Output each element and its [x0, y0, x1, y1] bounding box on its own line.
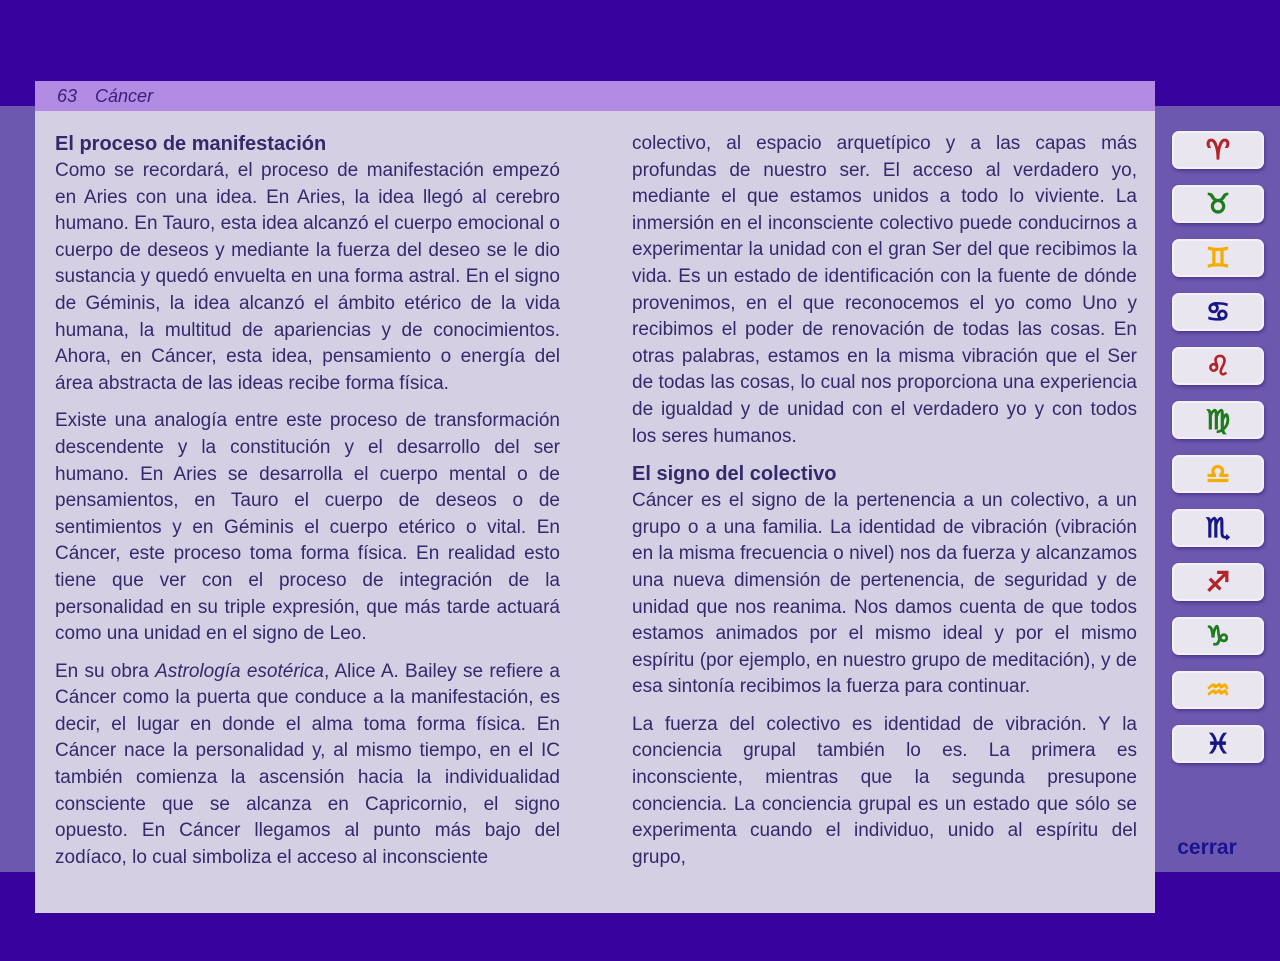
taurus-icon: ♉	[1205, 188, 1231, 220]
sidebar-item-geminis[interactable]	[1172, 239, 1264, 277]
sidebar-item-sagitario[interactable]	[1172, 563, 1264, 601]
sidebar-item-aries[interactable]	[1172, 131, 1264, 169]
aries-icon: ♈	[1205, 134, 1231, 166]
paragraph: Existe una analogía entre este proceso de transformación descendente y la constitución y el desarrollo del ser humano. En Aries se desarrolla el cuerpo mental o de pensamientos, en Tauro el cuerpo de deseos o de sentimientos y en Géminis el cuerpo etérico o vital. En Cáncer, este proceso toma forma física. En realidad esto tiene que ver con el proceso de integración de la personalidad en su triple expresión, que más tarde actuará como una unidad en el signo de Leo.	[55, 410, 560, 645]
sidebar-item-acuario[interactable]	[1172, 671, 1264, 709]
book-page	[35, 111, 1155, 913]
sidebar-item-cancer[interactable]	[1172, 293, 1264, 331]
paragraph: Como se recordará, el proceso de manifestación empezó en Aries con una idea. En Aries, la idea llegó al cerebro humano. En Tauro, esta idea alcanzó el cuerpo emocional o cuerpo de deseos y mediante la fuerza del deseo se le dio sustancia y quedó envuelta en una forma astral. En el signo de Géminis, la idea alcanzó el ámbito etérico de la vida humana, la multitud de apariencias y de conocimientos. Ahora, en Cáncer, esta idea, pensamiento o energía del área abstracta de las ideas recibe forma física.	[55, 160, 560, 394]
paragraph-text: , Alice A. Bailey se refiere a Cáncer como la puerta que conduce a la manifestación, es decir, el lugar en donde el alma toma forma física. En Cáncer nace la personalidad y, al mismo tiempo, en el IC también comienza la ascensión hacia la individualidad consciente que se alcanza en Capricornio, el signo opuesto. En Cáncer llegamos al punto más bajo del zodíaco, lo cual simboliza el acceso al inconsciente	[55, 660, 560, 868]
book-title-reference: Astrología esotérica	[155, 660, 324, 682]
gemini-icon: ♊	[1205, 242, 1231, 274]
paragraph: Cáncer es el signo de la pertenencia a un colectivo, a un grupo o a una familia. La identidad de vibración (vibración en la misma frecuencia o nivel) nos da fuerza y alcanzamos una nueva dimensión de pertenencia, de seguridad y de unidad que nos reanima. Nos damos cuenta de que todos estamos animados por el mismo ideal y por el mismo espíritu (por ejemplo, en nuestro grupo de meditación), y de esa sintonía recibimos la fuerza para continuar.	[632, 490, 1137, 698]
text-column-left	[55, 131, 560, 871]
sidebar-item-libra[interactable]	[1172, 455, 1264, 493]
virgo-icon: ♍	[1205, 404, 1231, 436]
pisces-icon: ♓	[1205, 728, 1231, 760]
capricorn-icon: ♑	[1205, 620, 1231, 652]
paragraph-text: En su obra	[55, 660, 156, 682]
sagittarius-icon: ♐	[1205, 566, 1231, 598]
page-title: Cáncer	[95, 85, 154, 106]
libra-icon: ♎	[1205, 458, 1231, 490]
paragraph: La fuerza del colectivo es identidad de vibración. Y la conciencia grupal también lo es. La primera es inconsciente, mientras que la segunda presupone conciencia. La conciencia grupal es un estado que sólo se experimenta cuando el individuo, unido al espíritu del grupo,	[632, 713, 1137, 868]
paragraph: colectivo, al espacio arquetípico y a las capas más profundas de nuestro ser. El acceso al verdadero yo, mediante el que estamos unidos a todo lo viviente. La inmersión en el inconsciente colectivo puede conducirnos a experimentar la unidad con el gran Ser del que recibimos la vida. Es un estado de identificación con la fuente de dónde provenimos, en el que reconocemos el yo como Uno y recibimos el poder de renovación de todas las cosas. En otras palabras, estamos en la misma vibración que el Ser de todas las cosas, lo cual nos proporciona una experiencia de igualdad y de unidad con el verdadero yo y con todos los seres humanos.	[632, 133, 1137, 447]
sidebar-item-piscis[interactable]	[1172, 725, 1264, 763]
page-number: 63	[57, 85, 78, 106]
cancer-icon: ♋	[1205, 296, 1231, 328]
sidebar-item-virgo[interactable]	[1172, 401, 1264, 439]
paragraph	[55, 659, 560, 872]
close-button[interactable]: cerrar	[1177, 836, 1237, 859]
page-header	[35, 81, 1155, 111]
section-heading-manifestacion: El proceso de manifestación	[55, 133, 327, 155]
sidebar-item-tauro[interactable]	[1172, 185, 1264, 223]
section-heading-colectivo: El signo del colectivo	[632, 463, 837, 486]
scorpio-icon: ♏	[1205, 512, 1231, 544]
sidebar-item-leo[interactable]	[1172, 347, 1264, 385]
sidebar-item-escorpio[interactable]	[1172, 509, 1264, 547]
text-column-right	[632, 131, 1137, 871]
leo-icon: ♌	[1205, 350, 1231, 382]
aquarius-icon: ♒	[1205, 674, 1231, 706]
sidebar-item-capricornio[interactable]	[1172, 617, 1264, 655]
